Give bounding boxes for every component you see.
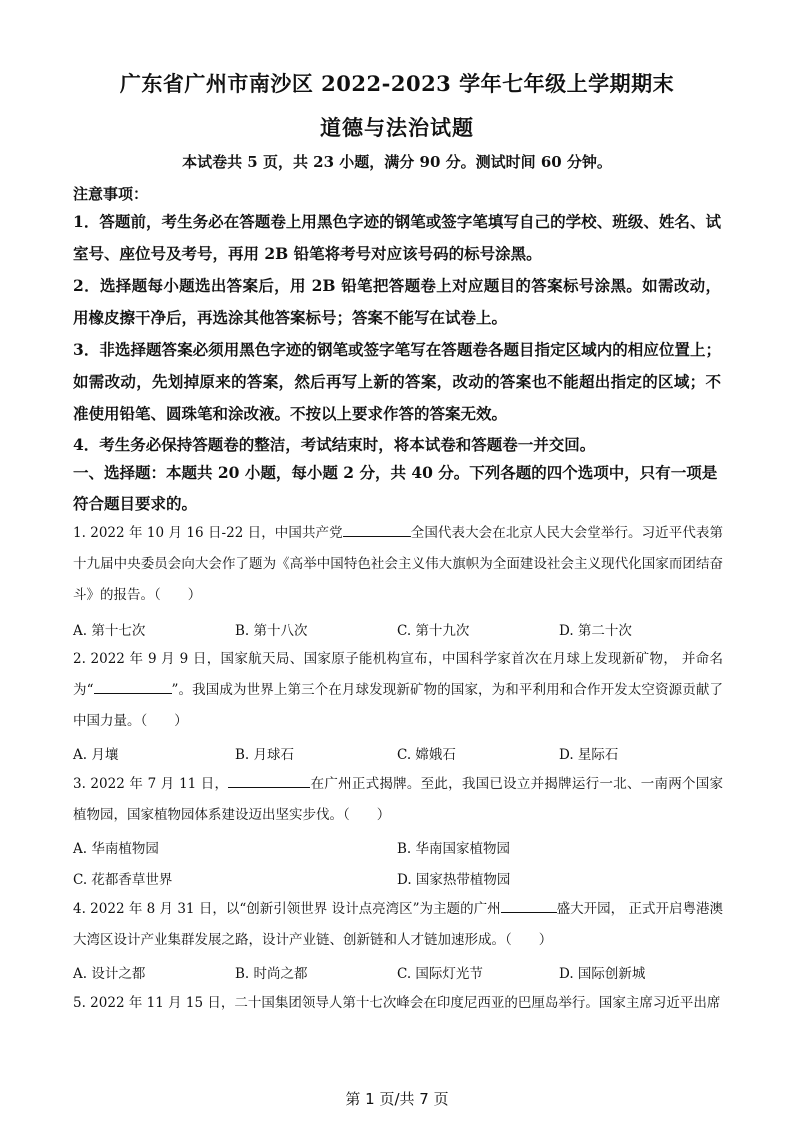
option-b[interactable]: B. 第十八次: [235, 623, 308, 639]
option-d[interactable]: D. 国际创新城: [559, 966, 646, 982]
question-1-options: [73, 619, 723, 643]
option-a[interactable]: A. 设计之都: [73, 966, 146, 982]
question-2-stem: 2. 2022 年 9 月 9 日，国家航天局、国家原子能机构宣布，中国科学家首次在月球上发现新矿物， 并命名为“: [73, 651, 723, 698]
exam-subject: 道德与法治试题: [320, 115, 474, 140]
question-2: [73, 644, 723, 737]
question-1: [73, 518, 723, 611]
question-4-stem: 4. 2022 年 8 月 31 日，以“创新引领世界 设计点亮湾区”为主题的广州: [73, 901, 501, 917]
option-c[interactable]: C. 国际灯光节: [397, 966, 483, 982]
question-1-stem: 1. 2022 年 10 月 16 日-22 日，中国共产党: [73, 525, 343, 541]
instruction-item-3: 3．非选择题答案必须用黑色字迹的钢笔或签字笔写在答题卷各题目指定区域内的相应位置上；如需改动，先划掉原来的答案，然后再写上新的答案，改动的答案也不能超出指定的区域；不准使用铅笔、圆珠笔和涂改液。不按以上要求作答的答案无效。: [73, 340, 721, 423]
question-4-options: [73, 962, 723, 986]
option-b[interactable]: B. 月球石: [235, 747, 295, 763]
exam-title: 广东省广州市南沙区 2022-2023 学年七年级上学期期末: [119, 71, 675, 96]
question-3-options-row2: [73, 868, 723, 892]
option-d[interactable]: D. 星际石: [559, 747, 619, 763]
option-b[interactable]: B. 时尚之都: [235, 966, 308, 982]
answer-blank: [228, 772, 310, 788]
option-d[interactable]: D. 第二十次: [559, 623, 632, 639]
question-1-stem-rest: 全国代表大会在北京人民大会堂举行。习近平代表第十九届中央委员会向大会作了题为《高举中国特色社会主义伟大旗帜为全面建设社会主义现代化国家而团结奋斗》的报告。（ ）: [73, 525, 723, 603]
option-a[interactable]: A. 华南植物园: [73, 841, 159, 857]
exam-meta: 本试卷共 5 页，共 23 小题，满分 90 分。测试时间 60 分钟。: [182, 153, 612, 171]
question-5-stem: 5. 2022 年 11 月 15 日，二十国集团领导人第十七次峰会在印度尼西亚的巴厘岛举行。国家主席习近平出席: [73, 995, 721, 1011]
page-number: 第 1 页/共 7 页: [345, 1090, 449, 1108]
instruction-item-4: 4．考生务必保持答题卷的整洁，考试结束时，将本试卷和答题卷一并交回。: [73, 435, 596, 454]
question-3: [73, 769, 723, 831]
instruction-item-2: 2．选择题每小题选出答案后，用 2B 铅笔把答题卷上对应题目的答案标号涂黑。如需改动，用橡皮擦干净后，再选涂其他答案标号；答案不能写在试卷上。: [73, 276, 721, 327]
option-c[interactable]: C. 嫦娥石: [397, 747, 456, 763]
instructions-heading: 注意事项：: [73, 185, 149, 203]
instruction-item-1: 1．答题前，考生务必在答题卷上用黑色字迹的钢笔或签字笔填写自己的学校、班级、姓名、试室号、座位号及考号，再用 2B 铅笔将考号对应该号码的标号涂黑。: [73, 212, 721, 263]
question-2-options: [73, 743, 723, 767]
option-a[interactable]: A. 第十七次: [73, 623, 146, 639]
option-b[interactable]: B. 华南国家植物园: [397, 841, 511, 857]
option-a[interactable]: A. 月壤: [73, 747, 119, 763]
answer-blank: [343, 521, 411, 537]
question-3-stem: 3. 2022 年 7 月 11 日，: [73, 776, 229, 792]
question-3-options-row1: [73, 837, 723, 861]
answer-blank: [501, 897, 557, 913]
question-2-stem-rest: ”。我国成为世界上第三个在月球发现新矿物的国家，为和平利用和合作开发太空资源贡献了中国力量。（ ）: [73, 682, 724, 729]
question-5: [73, 988, 723, 1019]
option-c[interactable]: C. 花都香草世界: [73, 872, 173, 888]
section-heading: 一、选择题：本题共 20 小题，每小题 2 分，共 40 分。下列各题的四个选项中，只有一项是符合题目要求的。: [73, 463, 718, 513]
answer-blank: [94, 678, 172, 694]
question-4-stem-rest: 盛大开园， 正式开启粤港澳大湾区设计产业集群发展之路，设计产业链、创新链和人才链加速形成。（ ）: [73, 901, 723, 948]
option-c[interactable]: C. 第十九次: [397, 623, 470, 639]
option-d[interactable]: D. 国家热带植物园: [397, 872, 511, 888]
question-3-stem-rest: 在广州正式揭牌。至此，我国已设立并揭牌运行一北、一南两个国家植物园，国家植物园体系建设迈出坚实步伐。（ ）: [73, 776, 723, 823]
question-4: [73, 894, 723, 956]
